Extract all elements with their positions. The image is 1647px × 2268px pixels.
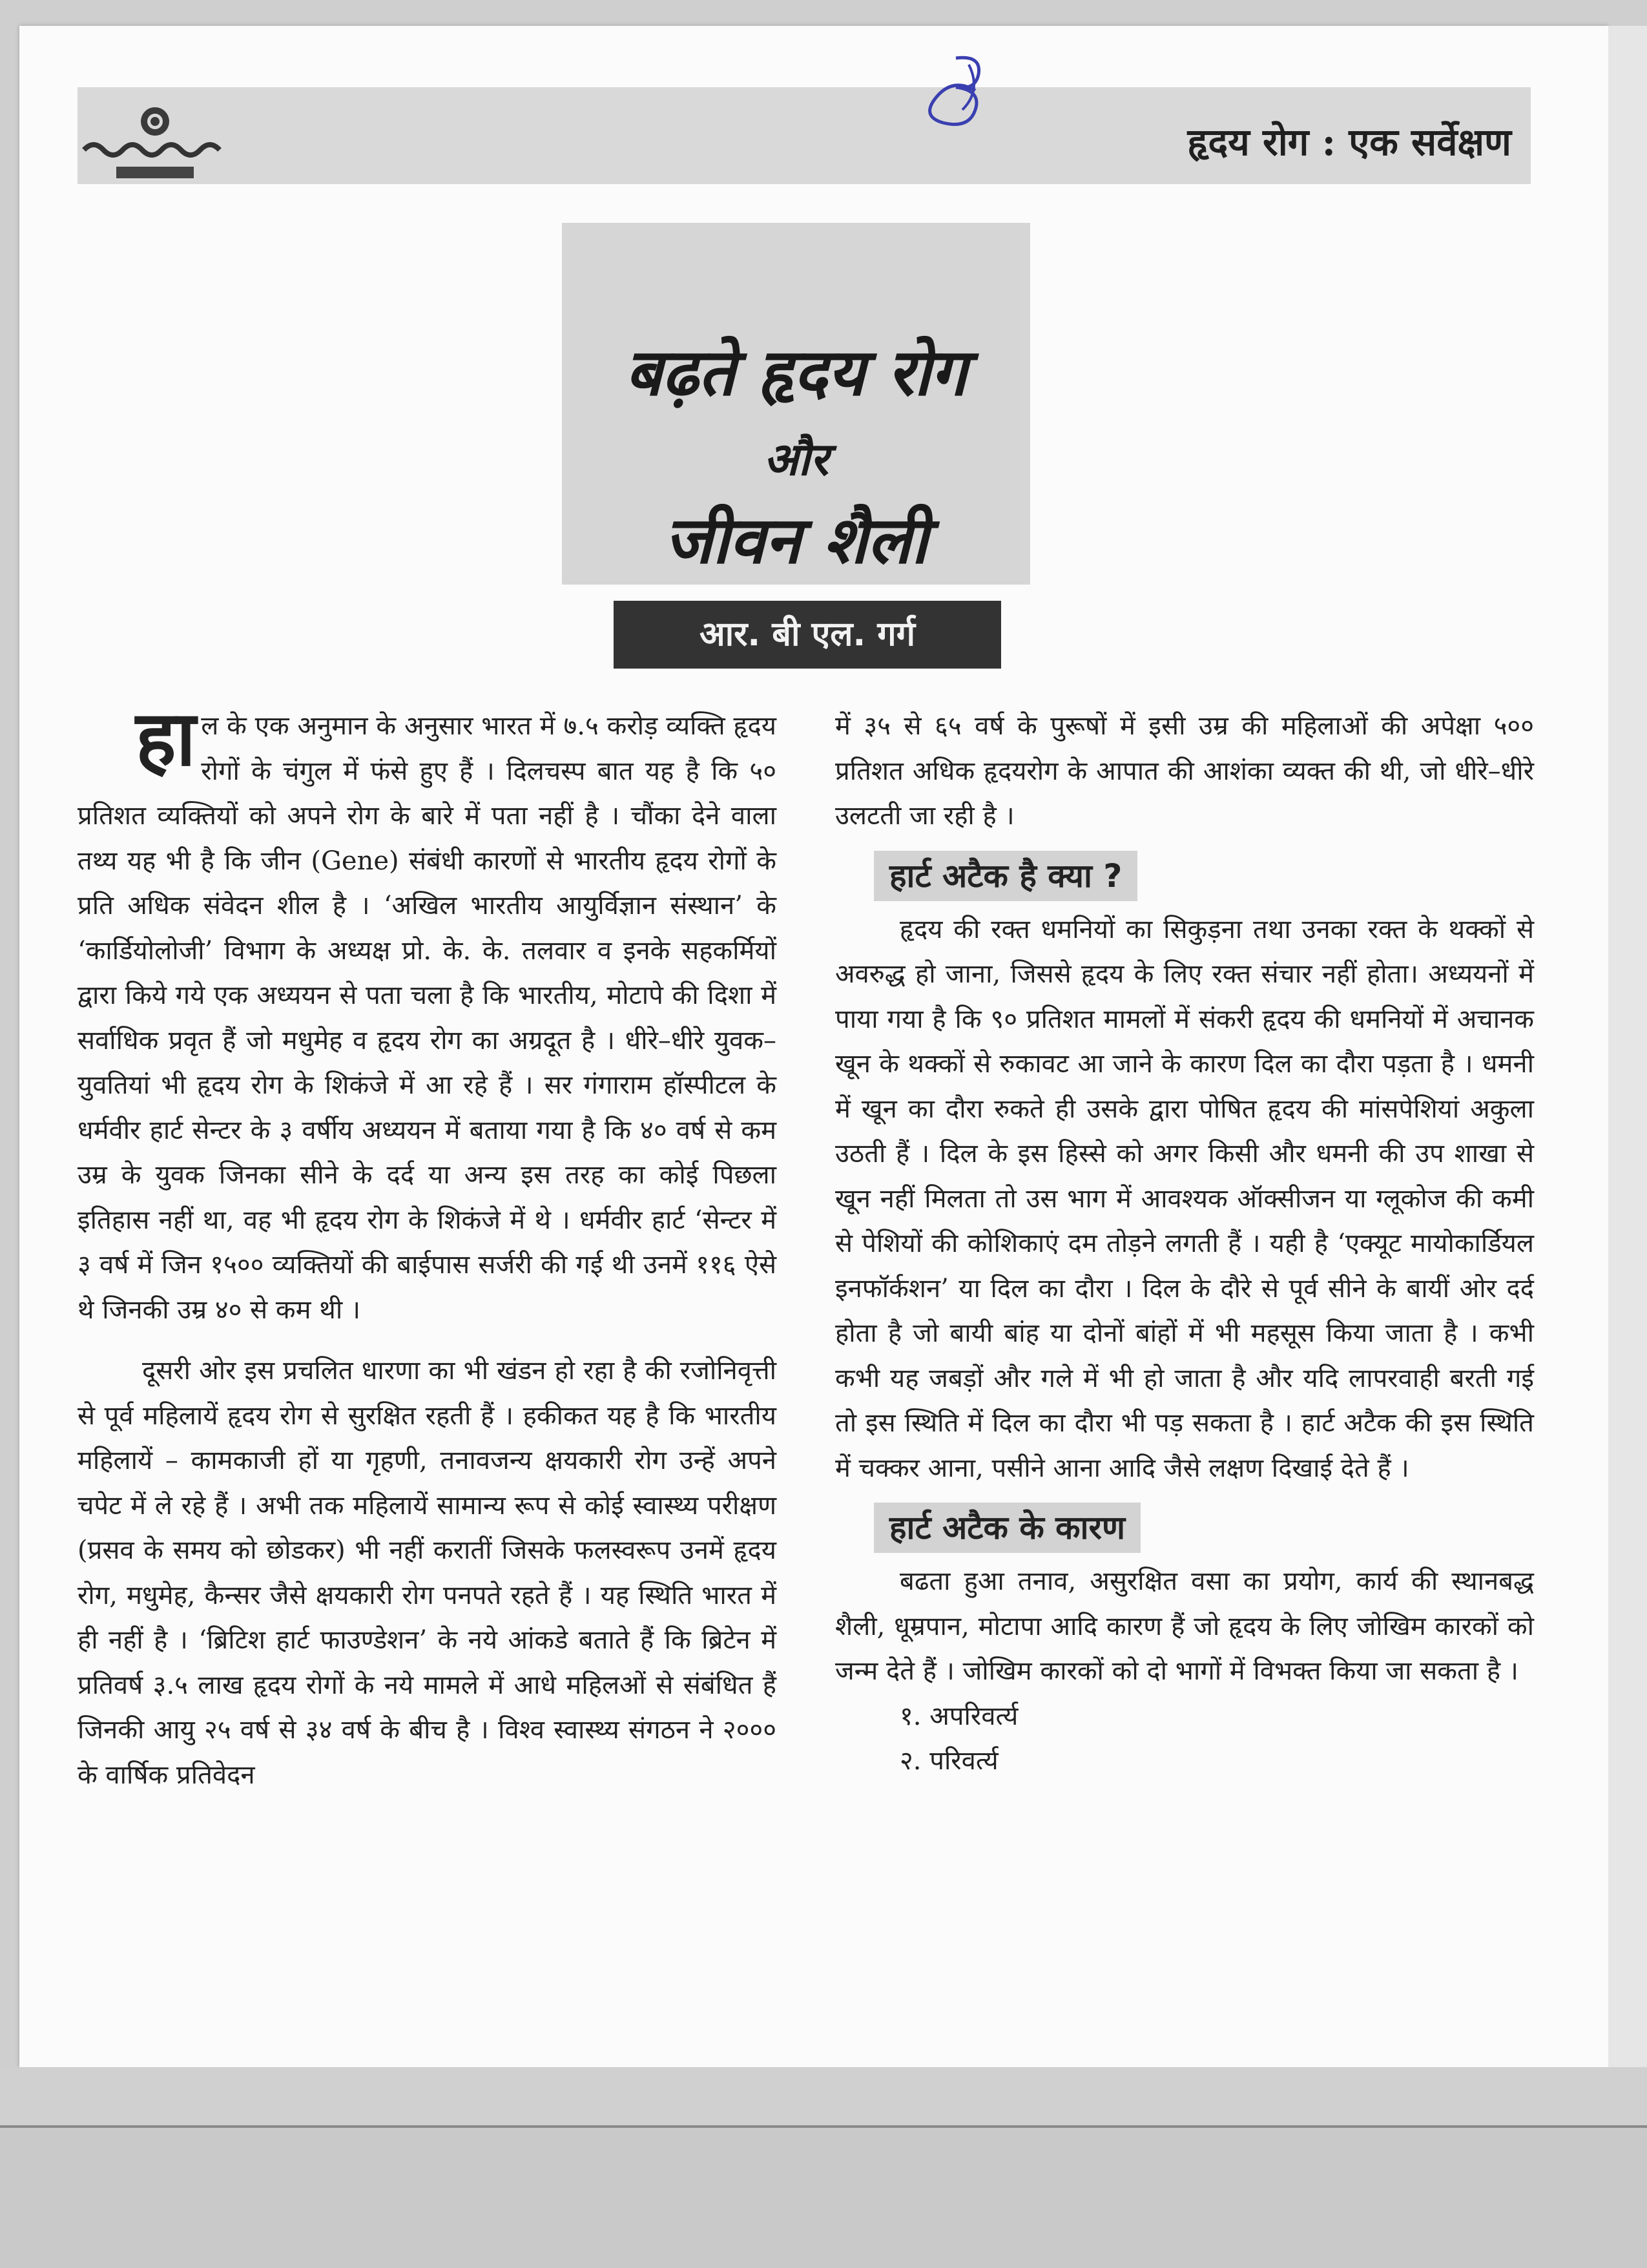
subheading-causes: हार्ट अटैक के कारण [874, 1503, 1141, 1553]
scanner-bottom-band [0, 2125, 1647, 2268]
paragraph-1 [78, 693, 776, 1333]
article-title-line1: बढ़ते हृदय रोग [625, 334, 968, 410]
subheading-what-is-heart-attack: हार्ट अटैक है क्या ? [874, 851, 1137, 901]
paragraph-2: दूसरी ओर इस प्रचलित धारणा का भी खंडन हो रहा है की रजोनिवृत्ती से पूर्व महिलायें हृदय रोग से सुरक्षित रहती हैं । हकीकत यह है कि भारतीय महिलायें – कामकाजी हों या गृहणी, तनावजन्य क्षयकारी रोग उन्हें अपने चपेट में ले रहे हैं । अभी तक महिलायें सामान्य रूप से कोई स्वास्थ्य परीक्षण (प्रसव के समय को छोडकर) भी नहीं करातीं जिसके फलस्वरूप उनमें हृदय रोग, मधुमेह, कैन्सर जैसे क्षयकारी रोग पनपते रहते हैं । यह स्थिति भारत में ही नहीं है । ‘ब्रिटिश हार्ट फाउण्डेशन’ के नये आंकडे बताते हैं कि ब्रिटेन में प्रतिवर्ष ३.५ लाख हृदय रोगों के नये मामले में आधे महिलओं से संबंधित हैं जिनकी आयु २५ वर्ष से ३४ वर्ष के बीच है । विश्व स्वास्थ्य संगठन ने २००० के वार्षिक प्रतिवेदन [78, 1356, 776, 1790]
paragraph-1-text: ल के एक अनुमान के अनुसार भारत में ७.५ करोड़ व्यक्ति हृदय रोगों के चंगुल में फंसे हुए हैं । दिलचस्प बात यह है कि ५० प्रतिशत व्यक्तियों को अपने रोग के बारे में पता नहीं है । चौंका देने वाला तथ्य यह भी है कि जीन (Gene) संबंधी कारणों से भारतीय हृदय रोगों के प्रति अधिक संवेदन शील है । ‘अखिल भारतीय आयुर्विज्ञान संस्थान’ के ‘कार्डियोलोजी’ विभाग के अध्यक्ष प्रो. के. के. तलवार व इनके सहकर्मियों द्वारा किये गये एक अध्ययन से पता चला है कि भारतीय, मोटापे की दिशा में सर्वाधिक प्रवृत हैं जो मधुमेह व हृदय रोग का अग्रदूत है । धीरे–धीरे युवक–युवतियां भी हृदय रोग के शिकंजे में आ रहे हैं । सर गंगाराम हॉस्पीटल के धर्मवीर हार्ट सेन्टर के ३ वर्षीय अध्ययन में बताया गया है कि ४० वर्ष से कम उम्र के युवक जिनका सीने के दर्द या अन्य इस तरह का कोई पिछला इतिहास नहीं था, वह भी हृदय रोग के शिकंजे में थे । धर्मवीर हार्ट ‘सेन्टर में ३ वर्ष में जिन १५०० व्यक्तियों की बाईपास सर्जरी की गई थी उनमें ११६ ऐसे थे जिनकी उम्र ४० से कम थी । [78, 711, 776, 1325]
sun-waves-logo-icon [78, 97, 233, 187]
handwritten-mark-icon [917, 52, 1020, 136]
page-edge [1608, 26, 1647, 2125]
left-column [78, 693, 776, 1798]
paragraph-continued: में ३५ से ६५ वर्ष के पुरूषों में इसी उम्र की महिलाओं की अपेक्षा ५०० प्रतिशत अधिक हृदयरोग के आपात की आशंका व्यक्त की थी, जो धीरे–धीरे उलटती जा रही है । [835, 711, 1534, 831]
drop-cap: हा [136, 693, 196, 783]
list-item: १. अपरिवर्त्य [900, 1701, 1019, 1731]
right-column [835, 704, 1534, 1784]
section-title: हृदय रोग : एक सर्वेक्षण [1187, 120, 1511, 164]
article-title-line3: जीवन शैली [664, 502, 928, 578]
article-title-line2: और [763, 432, 829, 486]
paragraph-causes: बढता हुआ तनाव, असुरक्षित वसा का प्रयोग, कार्य की स्थानबद्ध शैली, धूम्रपान, मोटापा आदि कारण हैं जो हृदय के लिए जोखिम कारकों को जन्म देते हैं । जोखिम कारकों को दो भागों में विभक्त किया जा सकता है । [835, 1566, 1534, 1686]
paragraph-heart-attack: हृदय की रक्त धमनियों का सिकुड़ना तथा उनका रक्त के थक्कों से अवरुद्ध हो जाना, जिससे हृदय के लिए रक्त संचार नहीं होता। अध्ययनों में पाया गया है कि ९० प्रतिशत मामलों में संकरी हृदय की धमनियों में अचानक खून के थक्कों से रुकावट आ जाने के कारण दिल का दौरा पड़ता है । धमनी में खून का दौरा रुकते ही उसके द्वारा पोषित हृदय की मांसपेशियां अकुला उठती हैं । दिल के इस हिस्से को अगर किसी और धमनी की उप शाखा से खून नहीं मिलता तो उस भाग में आवश्यक ऑक्सीजन या ग्लूकोज की कमी से पेशियों की कोशिकाएं दम तोड़ने लगती हैं । यही है ‘एक्यूट मायोकार्डियल इनफॉर्कशन’ या दिल का दौरा । दिल के दौरे से पूर्व सीने के बायीं ओर दर्द होता है जो बायी बांह या दोनों बांहों में भी महसूस किया जाता है । कभी कभी यह जबड़ों और गले में भी हो जाता है और यदि लापरवाही बरती गई तो इस स्थिति में दिल का दौरा भी पड़ सकता है । हार्ट अटैक की इस स्थिति में चक्कर आना, पसीने आना आदि जैसे लक्षण दिखाई देते हैं । [835, 914, 1534, 1483]
list-item: २. परिवर्त्य [900, 1746, 999, 1776]
author-byline: आर. बी एल. गर्ग [614, 601, 1001, 669]
